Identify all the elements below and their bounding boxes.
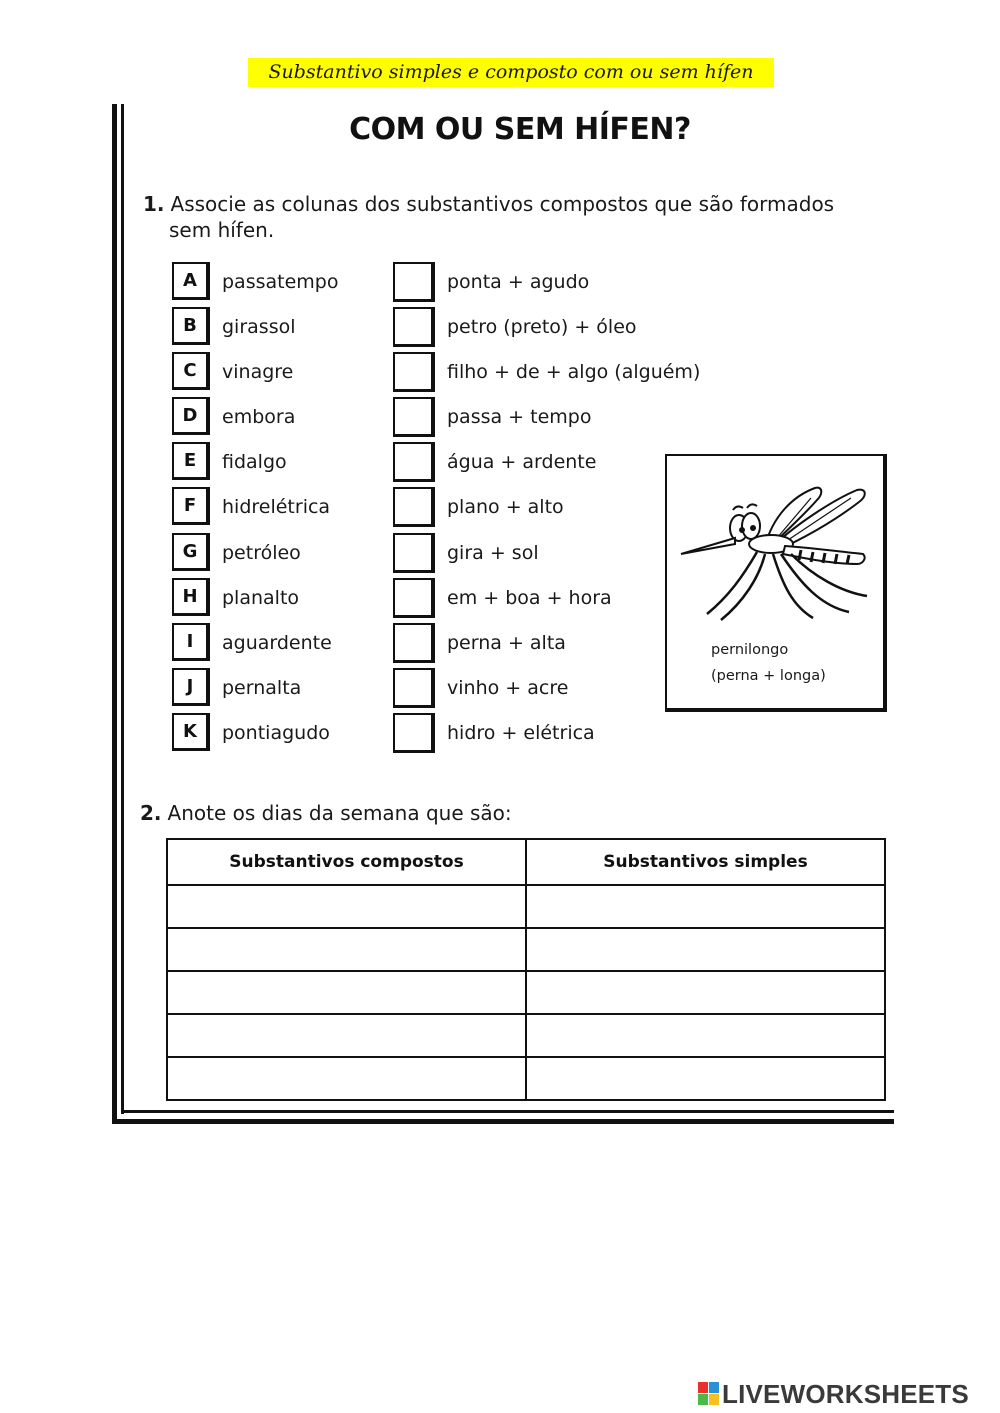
letter-box: F (172, 487, 210, 525)
letter-box: J (172, 668, 210, 706)
frame-border-left-inner (121, 104, 124, 1114)
mosquito-illustration (665, 454, 887, 712)
column-header-compound: Substantivos compostos (167, 839, 526, 885)
illustration-caption-word: pernilongo (711, 642, 789, 658)
illustration-caption-formation: (perna + longa) (711, 668, 826, 684)
word-label: aguardente (222, 631, 332, 654)
formation-row (393, 713, 700, 758)
letter-box: I (172, 623, 210, 661)
compound-answer-input[interactable] (168, 1015, 525, 1056)
word-label: planalto (222, 586, 300, 609)
formation-row (393, 533, 700, 578)
table-row (167, 971, 885, 1014)
formation-row (393, 487, 700, 532)
formation-label: plano + alto (447, 496, 564, 519)
answer-box[interactable] (393, 668, 435, 708)
formation-row (393, 578, 700, 623)
simple-answer-input[interactable] (527, 886, 884, 927)
letter-box: B (172, 307, 210, 345)
simple-cell (526, 885, 885, 928)
table-row (167, 885, 885, 928)
letter-box: A (172, 262, 210, 300)
letter-box: H (172, 578, 210, 616)
formation-row (393, 307, 700, 352)
frame-border-bottom-outer (112, 1119, 894, 1124)
answer-box[interactable] (393, 442, 435, 482)
answer-box[interactable] (393, 487, 435, 527)
formation-label: hidro + elétrica (447, 721, 595, 744)
simple-cell (526, 928, 885, 971)
word-row (172, 352, 338, 397)
answer-box[interactable] (393, 623, 435, 663)
frame-border-left-outer (112, 104, 117, 1124)
table-row (167, 1014, 885, 1057)
formation-row (393, 623, 700, 668)
weekdays-answer-table (166, 838, 886, 1101)
compound-cell (167, 885, 526, 928)
simple-cell (526, 1057, 885, 1100)
table-row (167, 928, 885, 971)
table-header-row (167, 839, 885, 885)
word-row (172, 578, 338, 623)
letter-box: K (172, 713, 210, 751)
answer-box[interactable] (393, 397, 435, 437)
question-1-line1: Associe as colunas dos substantivos compostos que são formados (170, 192, 835, 216)
compound-answer-input[interactable] (168, 1058, 525, 1099)
formation-label: passa + tempo (447, 406, 592, 429)
compound-answer-input[interactable] (168, 929, 525, 970)
compound-answer-input[interactable] (168, 972, 525, 1013)
formation-list (393, 262, 700, 758)
answer-box[interactable] (393, 713, 435, 753)
word-label: pernalta (222, 676, 302, 699)
formation-label: filho + de + algo (alguém) (447, 361, 701, 384)
mosquito-icon (673, 466, 879, 636)
formation-label: vinho + acre (447, 676, 569, 699)
word-label: pontiagudo (222, 721, 330, 744)
question-2-text: Anote os dias da semana que são: (167, 801, 512, 825)
word-label: petróleo (222, 541, 301, 564)
liveworksheets-logo-icon (698, 1382, 720, 1406)
simple-answer-input[interactable] (527, 972, 884, 1013)
compound-cell (167, 1057, 526, 1100)
brand-name: LIVEWORKSHEETS (722, 1378, 969, 1409)
word-label: girassol (222, 316, 296, 339)
liveworksheets-brand (698, 1380, 969, 1408)
word-row (172, 262, 338, 307)
page-title: COM OU SEM HÍFEN? (349, 112, 691, 147)
word-label: passatempo (222, 271, 339, 293)
word-row (172, 533, 338, 578)
word-label: fidalgo (222, 451, 287, 474)
simple-cell (526, 971, 885, 1014)
simple-cell (526, 1014, 885, 1057)
table-row (167, 1057, 885, 1100)
formation-row (393, 352, 700, 397)
answer-box[interactable] (393, 352, 435, 392)
compound-cell (167, 1014, 526, 1057)
formation-label: petro (preto) + óleo (447, 316, 637, 339)
formation-label: ponta + agudo (447, 271, 590, 293)
formation-row (393, 442, 700, 487)
word-label: vinagre (222, 361, 294, 384)
formation-label: perna + alta (447, 631, 566, 654)
word-row (172, 623, 338, 668)
word-label: hidrelétrica (222, 496, 331, 519)
word-row (172, 397, 338, 442)
letter-box: D (172, 397, 210, 435)
answer-box[interactable] (393, 307, 435, 347)
simple-answer-input[interactable] (527, 929, 884, 970)
question-1-prompt (143, 191, 863, 243)
question-1-line2: sem hífen. (169, 218, 275, 242)
formation-label: em + boa + hora (447, 586, 612, 609)
word-row (172, 442, 338, 487)
question-2-prompt (140, 800, 840, 826)
word-row (172, 487, 338, 532)
answer-box[interactable] (393, 578, 435, 618)
word-label: embora (222, 406, 296, 429)
word-row (172, 307, 338, 352)
column-header-simple: Substantivos simples (526, 839, 885, 885)
compound-answer-input[interactable] (168, 886, 525, 927)
word-list (172, 262, 338, 758)
answer-box[interactable] (393, 262, 435, 302)
question-1-number: 1. (143, 192, 165, 216)
question-2-number: 2. (140, 801, 162, 825)
formation-row (393, 397, 700, 442)
formation-label: gira + sol (447, 541, 539, 564)
letter-box: E (172, 442, 210, 480)
formation-label: água + ardente (447, 451, 597, 474)
frame-border-bottom-inner (121, 1110, 894, 1113)
answer-box[interactable] (393, 533, 435, 573)
word-row (172, 668, 338, 713)
letter-box: G (172, 533, 210, 571)
letter-box: C (172, 352, 210, 390)
word-row (172, 713, 338, 758)
simple-answer-input[interactable] (527, 1058, 884, 1099)
compound-cell (167, 971, 526, 1014)
worksheet-subtitle: Substantivo simples e composto com ou sem hífen (248, 58, 774, 87)
formation-row (393, 668, 700, 713)
simple-answer-input[interactable] (527, 1015, 884, 1056)
formation-row (393, 262, 700, 307)
compound-cell (167, 928, 526, 971)
